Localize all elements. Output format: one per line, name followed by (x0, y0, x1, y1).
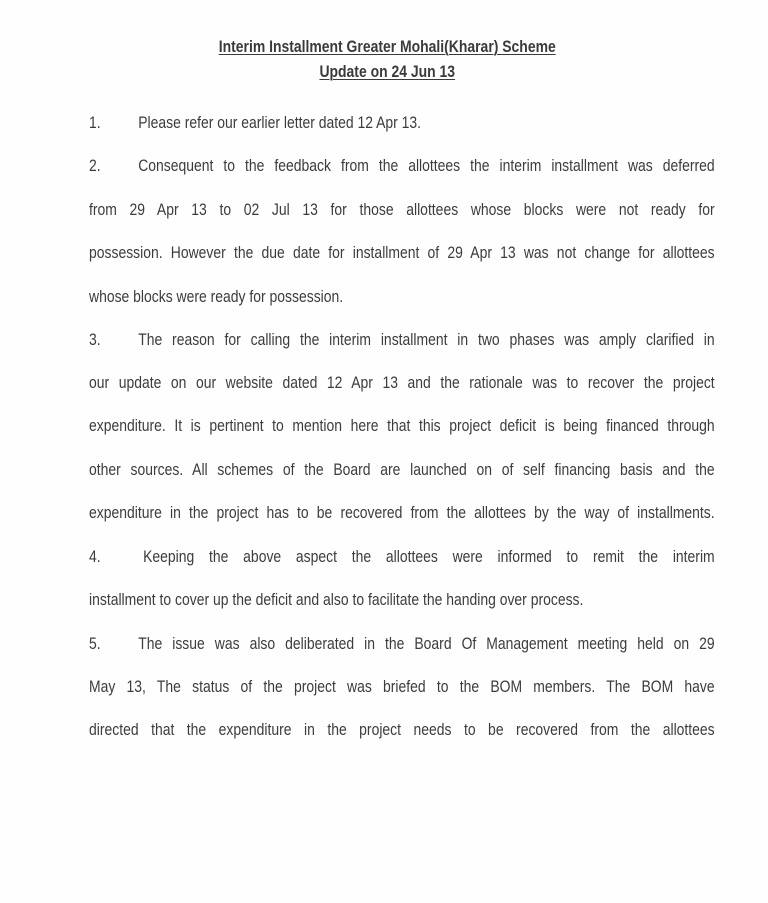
paragraph-5-line-2 (89, 676, 715, 698)
paragraph-1 (89, 112, 715, 134)
paragraph-5 (89, 633, 715, 655)
paragraph-2 (89, 155, 715, 177)
paragraph-4 (89, 546, 715, 568)
paragraph-number: 5. (89, 634, 101, 653)
paragraph-number: 1. (89, 113, 101, 132)
paragraph-text: Keeping the above aspect the allottees were informed to remit the interim (143, 547, 715, 566)
paragraph-number: 4. (89, 547, 101, 566)
paragraph-number: 3. (89, 330, 101, 349)
paragraph-text: possession. However the due date for installment of 29 Apr 13 was not change for allottees (89, 243, 715, 262)
paragraph-text: May 13, The status of the project was briefed to the BOM members. The BOM have (89, 677, 715, 696)
document-title: Interim Installment Greater Mohali(Kharar) Scheme (218, 37, 556, 56)
paragraph-text: installment to cover up the deficit and also to facilitate the handing over process. (89, 590, 584, 609)
paragraph-3-line-3 (89, 415, 715, 437)
paragraph-3 (89, 329, 715, 351)
paragraph-3-line-4 (89, 459, 715, 481)
paragraph-text: expenditure in the project has to be recovered from the allottees by the way of installments. (89, 503, 715, 522)
paragraph-text: directed that the expenditure in the project needs to be recovered from the allottees (89, 720, 715, 739)
document-subtitle: Update on 24 Jun 13 (319, 62, 456, 81)
paragraph-text: whose blocks were ready for possession. (89, 287, 344, 306)
paragraph-text: The issue was also deliberated in the Board Of Management meeting held on 29 (138, 634, 715, 653)
paragraph-text: Please refer our earlier letter dated 12 Apr 13. (138, 113, 422, 132)
paragraph-text: Consequent to the feedback from the allottees the interim installment was deferred (138, 156, 715, 175)
paragraph-text: our update on our website dated 12 Apr 13 and the rationale was to recover the project (89, 373, 715, 392)
paragraph-2-line-4 (89, 286, 715, 308)
paragraph-text: expenditure. It is pertinent to mention here that this project deficit is being financed through (89, 416, 715, 435)
paragraph-text: other sources. All schemes of the Board are launched on of self financing basis and the (89, 460, 715, 479)
paragraph-3-line-2 (89, 372, 715, 394)
paragraph-text: The reason for calling the interim installment in two phases was amply clarified in (138, 330, 715, 349)
paragraph-3-line-5 (89, 502, 715, 524)
paragraph-5-line-3 (89, 719, 715, 741)
paragraph-number: 2. (89, 156, 101, 175)
paragraph-4-line-2 (89, 589, 715, 611)
paragraph-2-line-3 (89, 242, 715, 264)
paragraph-text: from 29 Apr 13 to 02 Jul 13 for those allottees whose blocks were not ready for (89, 200, 715, 219)
paragraph-2-line-2 (89, 199, 715, 221)
